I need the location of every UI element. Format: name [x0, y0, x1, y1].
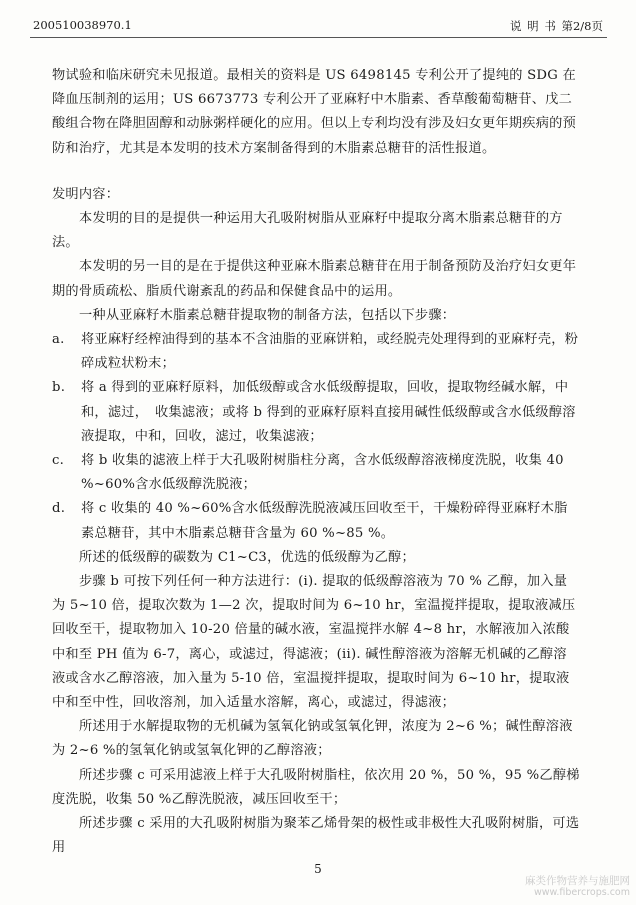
paragraph: 本发明的另一目的是在于提供这种亚麻木脂素总糖苷在用于制备预防及治疗妇女更年期的骨质疏松、脂质代谢紊乱的药品和保健食品中的运用。 [52, 259, 577, 299]
paragraph: 所述用于水解提取物的无机碱为氢氧化钠或氢氧化钾，浓度为 2~6 %；碱性醇溶液为 2~6 %的氢氧化钠或氢氧化钾的乙醇溶液； [52, 719, 573, 759]
paragraph: 所述的低级醇的碳数为 C1~C3，优选的低级醇为乙醇； [79, 549, 415, 565]
header-right [510, 18, 603, 34]
paragraph: 步骤 b 可按下列任何一种方法进行：(i). 提取的低级醇溶液为 70 % 乙醇，加入量为 5~10 倍，提取次数为 1—2 次，提取时间为 6~10 hr，室温搅拌提取，提取液减压回收至干，提取物加入 10-20 倍量的碱水液，室温搅拌水解 4~8 hr，水解液加入浓酸中和至 PH 值为 6-7，离心，或滤过，得滤液；(ii). 碱性醇溶液为溶解无机碱的乙醇溶液或含水乙醇溶液，加入量为 5-10 倍，室温搅拌提取，提取时间为 6~10 hr，提取液中和至中性，回收溶剂，加入适量水溶解，离心，或滤过，得滤液； [52, 574, 576, 711]
paragraph: 物试验和临床研究未见报道。最相关的资料是 US 6498145 专利公开了提纯的 SDG 在降血压制剂的运用；US 6673773 专利公开了亚麻籽中木脂素、香草酸葡萄糖苷、戊二酸组合物在降胆固醇和动脉粥样硬化的应用。但以上专利均没有涉及妇女更年期疾病的预防和治疗，尤其是本发明的技术方案制备得到的木脂素总糖苷的活性报道。 [52, 68, 577, 156]
page-label: 第2/8页 [561, 19, 603, 33]
watermark-title: 麻类作物营养与施肥网 [525, 875, 630, 887]
list-marker: c. [52, 453, 65, 469]
document-type: 说 明 书 [510, 19, 556, 33]
paragraph: 所述步骤 c 可采用滤液上样于大孔吸附树脂柱，依次用 20 %，50 %，95 %乙醇梯度洗脱，收集 50 %乙醇洗脱液，减压回收至干； [52, 767, 580, 807]
list-item [52, 497, 580, 545]
paragraph: 所述步骤 c 采用的大孔吸附树脂为聚苯乙烯骨架的极性或非极性大孔吸附树脂，可选用 [52, 816, 580, 856]
list-item-text: 将 c 收集的 40 %~60%含水低级醇洗脱液减压回收至干，干燥粉碎得亚麻籽木脂素总糖苷，其中木脂素总糖苷含量为 60 %~85 %。 [81, 501, 568, 541]
watermark [500, 876, 630, 898]
list-item [52, 328, 580, 376]
list-marker: a. [52, 332, 65, 348]
list-marker: b. [52, 380, 66, 396]
watermark-url: www.fibercrops.com [533, 887, 630, 898]
document-number: 200510038970.1 [33, 18, 132, 32]
list-marker: d. [52, 501, 66, 517]
list-item-text: 将 b 收集的滤液上样于大孔吸附树脂柱分离，含水低级醇溶液梯度洗脱，收集 40 %~60%含水低级醇洗脱液； [81, 453, 564, 493]
section-heading: 发明内容： [52, 186, 120, 202]
header-divider [30, 37, 607, 38]
list-item [52, 449, 580, 497]
page-header [33, 14, 603, 36]
page-number: 5 [314, 862, 322, 876]
document-body [52, 64, 580, 861]
list-item-text: 将 a 得到的亚麻籽原料，加低级醇或含水低级醇提取，回收，提取物经碱水解，中和，滤过， 收集滤液；或将 b 得到的亚麻籽原料直接用碱性低级醇或含水低级醇溶液提取，中和，回收，滤过，收集滤液； [81, 380, 576, 444]
list-item [52, 376, 580, 449]
list-item-text: 将亚麻籽经榨油得到的基本不含油脂的亚麻饼粕，或经脱壳处理得到的亚麻籽壳，粉碎成粒状粉末； [81, 332, 579, 372]
paragraph: 本发明的目的是提供一种运用大孔吸附树脂从亚麻籽中提取分离木脂素总糖苷的方法。 [52, 211, 563, 251]
paragraph: 一种从亚麻籽木脂素总糖苷提取物的制备方法，包括以下步骤： [79, 307, 456, 323]
